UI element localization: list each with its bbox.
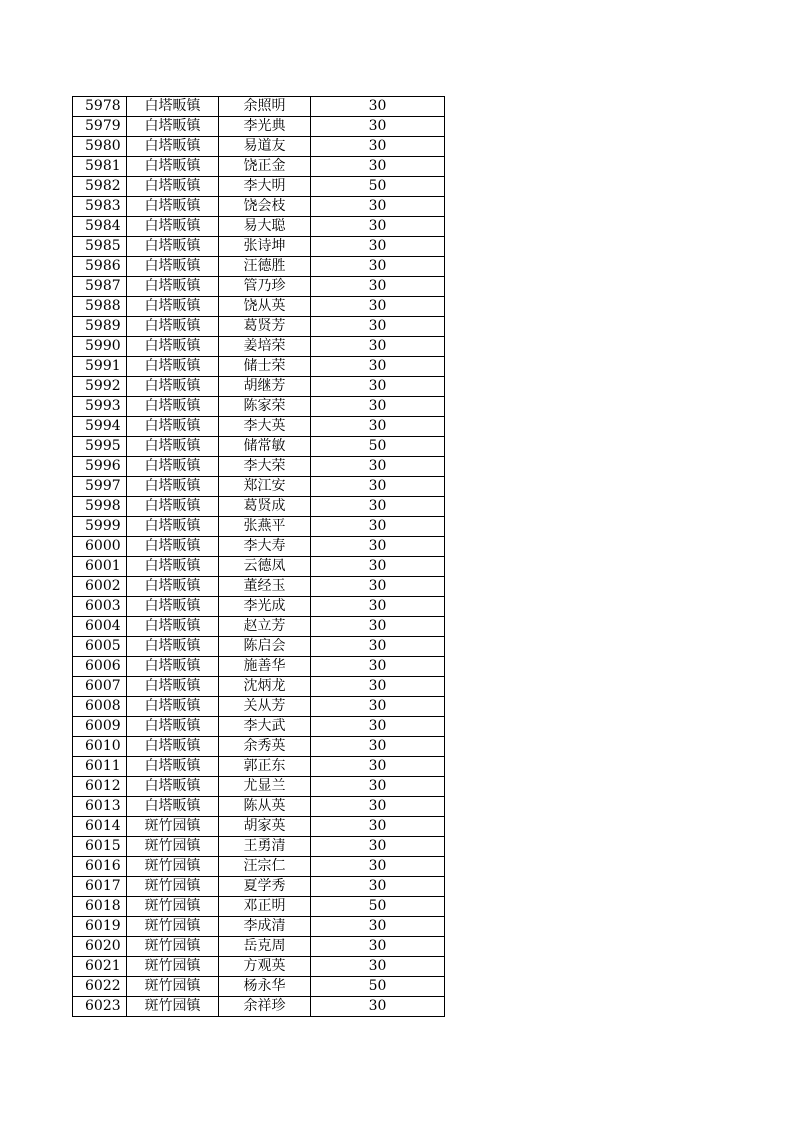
cell-town: 白塔畈镇 bbox=[127, 377, 219, 397]
table-row bbox=[73, 677, 445, 697]
cell-town: 斑竹园镇 bbox=[127, 997, 219, 1017]
cell-town: 白塔畈镇 bbox=[127, 97, 219, 117]
cell-name: 尤显兰 bbox=[219, 777, 311, 797]
cell-name: 余秀英 bbox=[219, 737, 311, 757]
cell-amount: 30 bbox=[311, 537, 445, 557]
table-row bbox=[73, 737, 445, 757]
table-row bbox=[73, 637, 445, 657]
cell-id: 5998 bbox=[73, 497, 127, 517]
table-row bbox=[73, 117, 445, 137]
cell-town: 白塔畈镇 bbox=[127, 517, 219, 537]
table-row bbox=[73, 597, 445, 617]
cell-name: 赵立芳 bbox=[219, 617, 311, 637]
table-row bbox=[73, 157, 445, 177]
cell-id: 5992 bbox=[73, 377, 127, 397]
cell-id: 6021 bbox=[73, 957, 127, 977]
table-body bbox=[73, 97, 445, 1017]
cell-amount: 30 bbox=[311, 857, 445, 877]
cell-town: 白塔畈镇 bbox=[127, 337, 219, 357]
table-row bbox=[73, 457, 445, 477]
cell-name: 汪德胜 bbox=[219, 257, 311, 277]
cell-id: 6015 bbox=[73, 837, 127, 857]
cell-amount: 30 bbox=[311, 957, 445, 977]
cell-id: 5983 bbox=[73, 197, 127, 217]
cell-name: 李大寿 bbox=[219, 537, 311, 557]
table-row bbox=[73, 377, 445, 397]
cell-town: 白塔畈镇 bbox=[127, 717, 219, 737]
cell-town: 白塔畈镇 bbox=[127, 757, 219, 777]
table-row bbox=[73, 757, 445, 777]
cell-town: 白塔畈镇 bbox=[127, 637, 219, 657]
cell-name: 方观英 bbox=[219, 957, 311, 977]
table-row bbox=[73, 197, 445, 217]
cell-town: 白塔畈镇 bbox=[127, 397, 219, 417]
cell-town: 斑竹园镇 bbox=[127, 817, 219, 837]
cell-town: 白塔畈镇 bbox=[127, 697, 219, 717]
cell-town: 白塔畈镇 bbox=[127, 357, 219, 377]
cell-name: 李成清 bbox=[219, 917, 311, 937]
cell-name: 李光成 bbox=[219, 597, 311, 617]
cell-town: 白塔畈镇 bbox=[127, 277, 219, 297]
cell-amount: 30 bbox=[311, 797, 445, 817]
table-row bbox=[73, 857, 445, 877]
cell-amount: 30 bbox=[311, 757, 445, 777]
cell-amount: 30 bbox=[311, 837, 445, 857]
cell-amount: 30 bbox=[311, 297, 445, 317]
cell-id: 6006 bbox=[73, 657, 127, 677]
cell-name: 郭正东 bbox=[219, 757, 311, 777]
table-row bbox=[73, 417, 445, 437]
cell-amount: 30 bbox=[311, 97, 445, 117]
table-row bbox=[73, 797, 445, 817]
table-row bbox=[73, 817, 445, 837]
cell-id: 5993 bbox=[73, 397, 127, 417]
table-row bbox=[73, 557, 445, 577]
cell-name: 余祥珍 bbox=[219, 997, 311, 1017]
table-row bbox=[73, 577, 445, 597]
table-row bbox=[73, 357, 445, 377]
cell-amount: 50 bbox=[311, 897, 445, 917]
cell-name: 张诗坤 bbox=[219, 237, 311, 257]
cell-id: 6019 bbox=[73, 917, 127, 937]
table-row bbox=[73, 957, 445, 977]
cell-id: 5996 bbox=[73, 457, 127, 477]
cell-name: 李大英 bbox=[219, 417, 311, 437]
cell-name: 葛贤芳 bbox=[219, 317, 311, 337]
cell-id: 6004 bbox=[73, 617, 127, 637]
cell-id: 5987 bbox=[73, 277, 127, 297]
cell-amount: 30 bbox=[311, 997, 445, 1017]
cell-name: 夏学秀 bbox=[219, 877, 311, 897]
cell-name: 汪宗仁 bbox=[219, 857, 311, 877]
cell-name: 葛贤成 bbox=[219, 497, 311, 517]
cell-amount: 30 bbox=[311, 737, 445, 757]
cell-town: 白塔畈镇 bbox=[127, 497, 219, 517]
table-row bbox=[73, 837, 445, 857]
cell-amount: 30 bbox=[311, 377, 445, 397]
cell-name: 杨永华 bbox=[219, 977, 311, 997]
table-row bbox=[73, 337, 445, 357]
cell-name: 沈炳龙 bbox=[219, 677, 311, 697]
table-row bbox=[73, 177, 445, 197]
cell-name: 饶正金 bbox=[219, 157, 311, 177]
table-row bbox=[73, 977, 445, 997]
cell-amount: 30 bbox=[311, 577, 445, 597]
table-row bbox=[73, 437, 445, 457]
cell-town: 白塔畈镇 bbox=[127, 597, 219, 617]
cell-amount: 30 bbox=[311, 777, 445, 797]
cell-id: 5999 bbox=[73, 517, 127, 537]
cell-name: 管乃珍 bbox=[219, 277, 311, 297]
cell-amount: 50 bbox=[311, 977, 445, 997]
cell-name: 李大明 bbox=[219, 177, 311, 197]
cell-amount: 30 bbox=[311, 817, 445, 837]
cell-id: 6012 bbox=[73, 777, 127, 797]
cell-id: 5997 bbox=[73, 477, 127, 497]
cell-id: 5981 bbox=[73, 157, 127, 177]
cell-town: 斑竹园镇 bbox=[127, 937, 219, 957]
cell-amount: 30 bbox=[311, 117, 445, 137]
table-row bbox=[73, 97, 445, 117]
cell-name: 饶会枝 bbox=[219, 197, 311, 217]
cell-name: 陈家荣 bbox=[219, 397, 311, 417]
cell-town: 斑竹园镇 bbox=[127, 977, 219, 997]
table-row bbox=[73, 877, 445, 897]
table-row bbox=[73, 717, 445, 737]
cell-amount: 50 bbox=[311, 177, 445, 197]
cell-town: 白塔畈镇 bbox=[127, 457, 219, 477]
cell-id: 6008 bbox=[73, 697, 127, 717]
cell-amount: 30 bbox=[311, 917, 445, 937]
table-row bbox=[73, 237, 445, 257]
cell-id: 6007 bbox=[73, 677, 127, 697]
table-row bbox=[73, 297, 445, 317]
table-row bbox=[73, 617, 445, 637]
cell-name: 郑江安 bbox=[219, 477, 311, 497]
cell-id: 5979 bbox=[73, 117, 127, 137]
cell-id: 6001 bbox=[73, 557, 127, 577]
cell-town: 白塔畈镇 bbox=[127, 217, 219, 237]
cell-town: 白塔畈镇 bbox=[127, 617, 219, 637]
cell-id: 5980 bbox=[73, 137, 127, 157]
table-row bbox=[73, 657, 445, 677]
cell-name: 陈启会 bbox=[219, 637, 311, 657]
cell-amount: 30 bbox=[311, 677, 445, 697]
cell-name: 胡继芳 bbox=[219, 377, 311, 397]
table-row bbox=[73, 277, 445, 297]
cell-amount: 30 bbox=[311, 477, 445, 497]
cell-town: 斑竹园镇 bbox=[127, 957, 219, 977]
cell-amount: 30 bbox=[311, 257, 445, 277]
cell-id: 5991 bbox=[73, 357, 127, 377]
cell-town: 白塔畈镇 bbox=[127, 657, 219, 677]
cell-amount: 30 bbox=[311, 457, 445, 477]
cell-town: 白塔畈镇 bbox=[127, 137, 219, 157]
cell-id: 6010 bbox=[73, 737, 127, 757]
table-row bbox=[73, 777, 445, 797]
cell-name: 姜培荣 bbox=[219, 337, 311, 357]
cell-town: 斑竹园镇 bbox=[127, 917, 219, 937]
cell-town: 白塔畈镇 bbox=[127, 477, 219, 497]
cell-id: 6023 bbox=[73, 997, 127, 1017]
cell-name: 易道友 bbox=[219, 137, 311, 157]
cell-amount: 30 bbox=[311, 497, 445, 517]
cell-name: 施善华 bbox=[219, 657, 311, 677]
table-row bbox=[73, 917, 445, 937]
cell-town: 白塔畈镇 bbox=[127, 577, 219, 597]
cell-amount: 30 bbox=[311, 717, 445, 737]
cell-town: 白塔畈镇 bbox=[127, 777, 219, 797]
cell-name: 岳克周 bbox=[219, 937, 311, 957]
cell-name: 云德凤 bbox=[219, 557, 311, 577]
cell-amount: 30 bbox=[311, 397, 445, 417]
cell-name: 易大聪 bbox=[219, 217, 311, 237]
cell-town: 白塔畈镇 bbox=[127, 417, 219, 437]
cell-id: 6005 bbox=[73, 637, 127, 657]
cell-town: 白塔畈镇 bbox=[127, 117, 219, 137]
cell-amount: 30 bbox=[311, 517, 445, 537]
cell-amount: 30 bbox=[311, 937, 445, 957]
cell-name: 胡家英 bbox=[219, 817, 311, 837]
cell-id: 6017 bbox=[73, 877, 127, 897]
cell-name: 饶从英 bbox=[219, 297, 311, 317]
table-row bbox=[73, 137, 445, 157]
cell-town: 白塔畈镇 bbox=[127, 537, 219, 557]
table-row bbox=[73, 997, 445, 1017]
cell-id: 6014 bbox=[73, 817, 127, 837]
cell-id: 6003 bbox=[73, 597, 127, 617]
table-row bbox=[73, 897, 445, 917]
table-row bbox=[73, 217, 445, 237]
cell-name: 王勇清 bbox=[219, 837, 311, 857]
cell-town: 斑竹园镇 bbox=[127, 837, 219, 857]
cell-id: 5988 bbox=[73, 297, 127, 317]
cell-name: 储常敏 bbox=[219, 437, 311, 457]
cell-amount: 30 bbox=[311, 617, 445, 637]
cell-town: 斑竹园镇 bbox=[127, 877, 219, 897]
cell-town: 白塔畈镇 bbox=[127, 737, 219, 757]
cell-id: 6000 bbox=[73, 537, 127, 557]
cell-town: 白塔畈镇 bbox=[127, 237, 219, 257]
cell-id: 6016 bbox=[73, 857, 127, 877]
cell-amount: 30 bbox=[311, 197, 445, 217]
table-row bbox=[73, 477, 445, 497]
cell-amount: 30 bbox=[311, 417, 445, 437]
cell-amount: 30 bbox=[311, 337, 445, 357]
cell-amount: 50 bbox=[311, 437, 445, 457]
cell-name: 邓正明 bbox=[219, 897, 311, 917]
cell-id: 6022 bbox=[73, 977, 127, 997]
cell-town: 白塔畈镇 bbox=[127, 437, 219, 457]
cell-name: 关从芳 bbox=[219, 697, 311, 717]
cell-amount: 30 bbox=[311, 217, 445, 237]
cell-amount: 30 bbox=[311, 317, 445, 337]
table-row bbox=[73, 537, 445, 557]
cell-amount: 30 bbox=[311, 877, 445, 897]
cell-id: 6002 bbox=[73, 577, 127, 597]
cell-id: 5985 bbox=[73, 237, 127, 257]
cell-name: 张燕平 bbox=[219, 517, 311, 537]
cell-town: 白塔畈镇 bbox=[127, 797, 219, 817]
cell-amount: 30 bbox=[311, 557, 445, 577]
cell-town: 斑竹园镇 bbox=[127, 857, 219, 877]
cell-id: 5995 bbox=[73, 437, 127, 457]
cell-name: 储士荣 bbox=[219, 357, 311, 377]
cell-name: 余照明 bbox=[219, 97, 311, 117]
cell-id: 6009 bbox=[73, 717, 127, 737]
cell-id: 5990 bbox=[73, 337, 127, 357]
cell-name: 李大武 bbox=[219, 717, 311, 737]
cell-town: 白塔畈镇 bbox=[127, 157, 219, 177]
cell-amount: 30 bbox=[311, 597, 445, 617]
cell-id: 5978 bbox=[73, 97, 127, 117]
cell-amount: 30 bbox=[311, 277, 445, 297]
document-sheet bbox=[72, 96, 445, 1017]
table-row bbox=[73, 317, 445, 337]
cell-town: 白塔畈镇 bbox=[127, 197, 219, 217]
table-row bbox=[73, 517, 445, 537]
cell-id: 5994 bbox=[73, 417, 127, 437]
cell-amount: 30 bbox=[311, 237, 445, 257]
cell-amount: 30 bbox=[311, 657, 445, 677]
table-row bbox=[73, 257, 445, 277]
table-row bbox=[73, 397, 445, 417]
cell-id: 5982 bbox=[73, 177, 127, 197]
cell-amount: 30 bbox=[311, 637, 445, 657]
cell-town: 白塔畈镇 bbox=[127, 677, 219, 697]
cell-town: 白塔畈镇 bbox=[127, 317, 219, 337]
cell-id: 6011 bbox=[73, 757, 127, 777]
cell-amount: 30 bbox=[311, 157, 445, 177]
cell-amount: 30 bbox=[311, 137, 445, 157]
cell-id: 5989 bbox=[73, 317, 127, 337]
cell-town: 白塔畈镇 bbox=[127, 177, 219, 197]
cell-amount: 30 bbox=[311, 357, 445, 377]
table-row bbox=[73, 937, 445, 957]
cell-town: 白塔畈镇 bbox=[127, 557, 219, 577]
cell-town: 白塔畈镇 bbox=[127, 297, 219, 317]
recipient-table bbox=[72, 96, 445, 1017]
cell-id: 6013 bbox=[73, 797, 127, 817]
cell-id: 6020 bbox=[73, 937, 127, 957]
table-row bbox=[73, 497, 445, 517]
cell-name: 李大荣 bbox=[219, 457, 311, 477]
cell-id: 5984 bbox=[73, 217, 127, 237]
table-row bbox=[73, 697, 445, 717]
cell-name: 李光典 bbox=[219, 117, 311, 137]
cell-amount: 30 bbox=[311, 697, 445, 717]
cell-town: 斑竹园镇 bbox=[127, 897, 219, 917]
cell-name: 董经玉 bbox=[219, 577, 311, 597]
cell-id: 5986 bbox=[73, 257, 127, 277]
cell-name: 陈从英 bbox=[219, 797, 311, 817]
cell-id: 6018 bbox=[73, 897, 127, 917]
cell-town: 白塔畈镇 bbox=[127, 257, 219, 277]
